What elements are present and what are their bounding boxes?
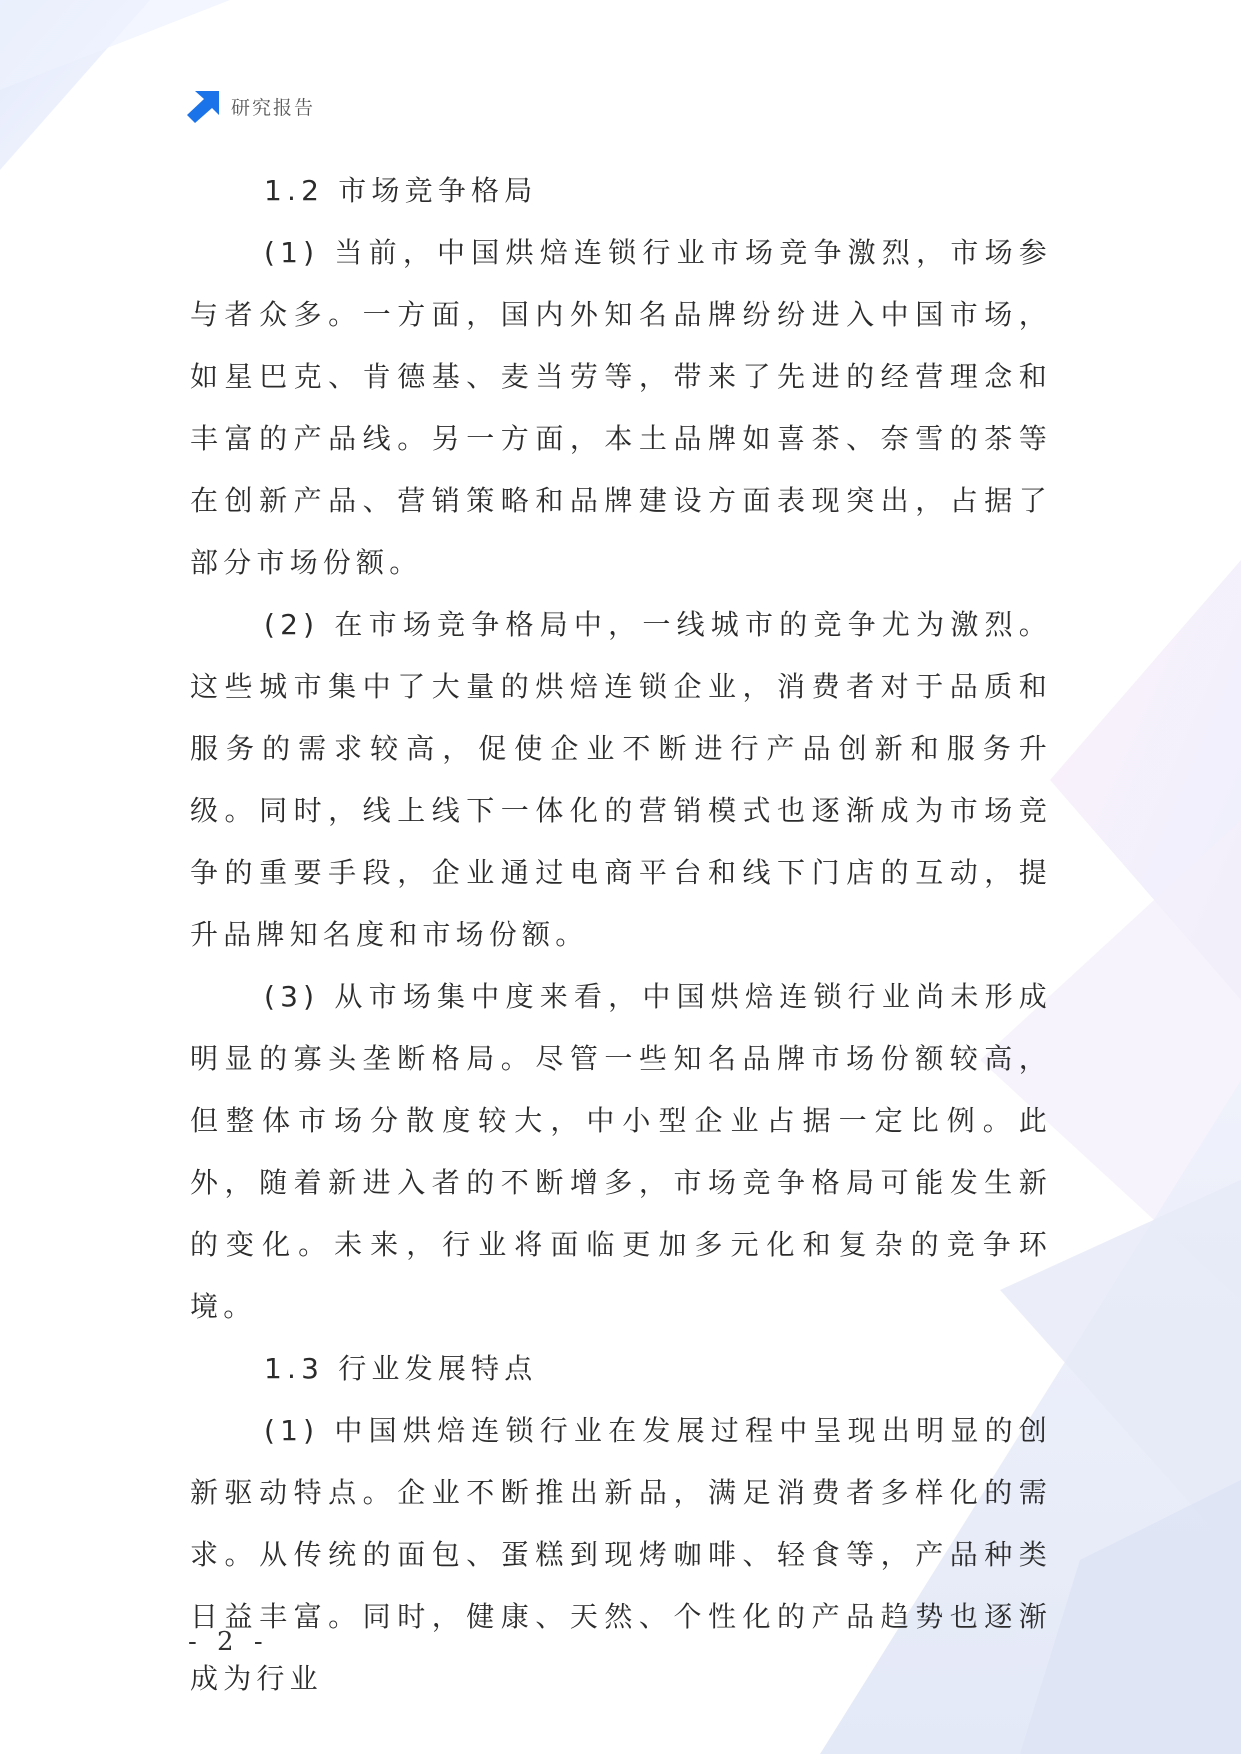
section-heading: 1.3 行业发展特点 (264, 1352, 538, 1385)
section-heading: 1.2 市场竞争格局 (264, 174, 538, 207)
report-header (187, 88, 315, 124)
document-body (190, 160, 1052, 1710)
page-number: - 2 - (188, 1627, 269, 1657)
paragraph: (3) 从市场集中度来看，中国烘焙连锁行业尚未形成明显的寡头垄断格局。尽管一些知名品牌市场份额较高，但整体市场分散度较大，中小型企业占据一定比例。此外，随着新进入者的不断增多，市场竞争格局可能发生新的变化。未来，行业将面临更加多元化和复杂的竞争环境。 (190, 980, 1052, 1323)
arrow-up-right-icon (187, 89, 221, 123)
paragraph: (2) 在市场竞争格局中，一线城市的竞争尤为激烈。这些城市集中了大量的烘焙连锁企业，消费者对于品质和服务的需求较高，促使企业不断进行产品创新和服务升级。同时，线上线下一体化的营销模式也逐渐成为市场竞争的重要手段，企业通过电商平台和线下门店的互动，提升品牌知名度和市场份额。 (190, 608, 1052, 951)
header-title: 研究报告 (231, 96, 316, 119)
paragraph: (1) 当前，中国烘焙连锁行业市场竞争激烈，市场参与者众多。一方面，国内外知名品牌纷纷进入中国市场，如星巴克、肯德基、麦当劳等，带来了先进的经营理念和丰富的产品线。另一方面，本土品牌如喜茶、奈雪的茶等在创新产品、营销策略和品牌建设方面表现突出，占据了部分市场份额。 (190, 236, 1052, 579)
paragraph: (1) 中国烘焙连锁行业在发展过程中呈现出明显的创新驱动特点。企业不断推出新品，满足消费者多样化的需求。从传统的面包、蛋糕到现烤咖啡、轻食等，产品种类日益丰富。同时，健康、天然、个性化的产品趋势也逐渐成为行业 (190, 1414, 1052, 1695)
